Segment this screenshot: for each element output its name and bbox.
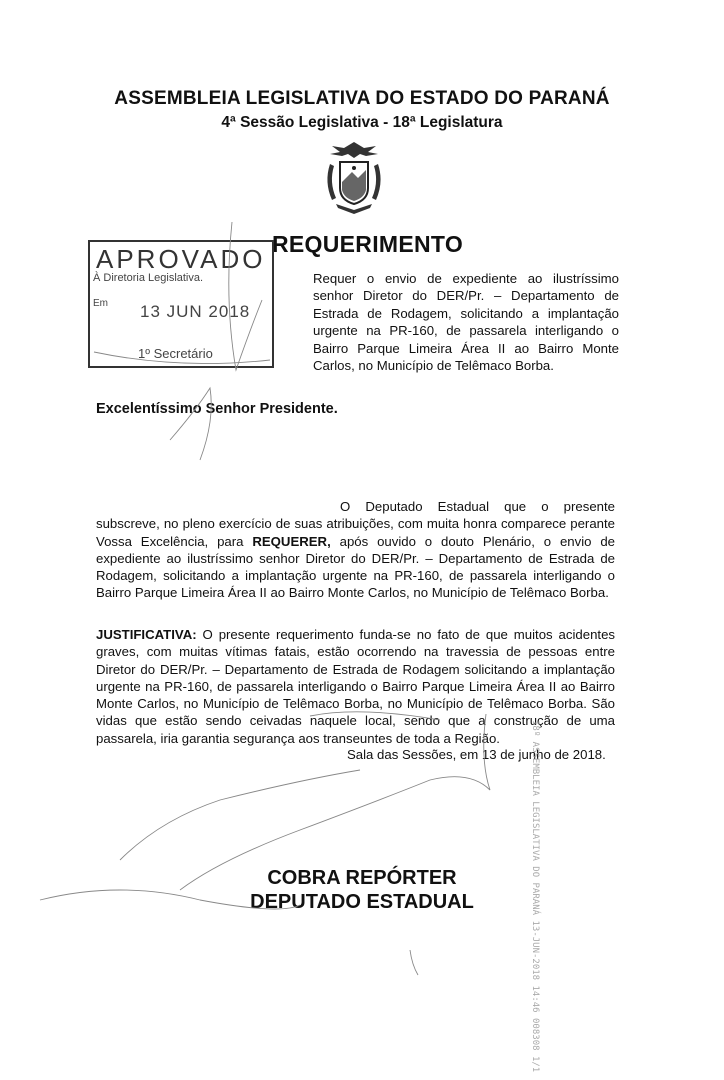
session-subheader: 4ª Sessão Legislativa - 18ª Legislatura [221, 114, 503, 131]
institution-header: ASSEMBLEIA LEGISLATIVA DO ESTADO DO PARANÁ [114, 88, 610, 109]
signatory-title: DEPUTADO ESTADUAL [250, 891, 474, 913]
request-paragraph [96, 498, 615, 602]
paragraph1-bold: REQUERER, [252, 533, 331, 549]
document-title: REQUERIMENTO [272, 231, 464, 257]
paragraph1-pre: O Deputado Estadual que o presente subscreve, no pleno exercício de suas atribuições, com muita honra comparece perante Vossa Excelência, para [96, 499, 615, 549]
closing-line: Sala das Sessões, em 13 de junho de 2018. [347, 747, 606, 762]
protocol-side-stamp: 18º ASSEMBLEIA LEGISLATIVA DO PARANÁ 13-JUN-2018 14:46 008308 1/1 [530, 720, 540, 1073]
justification-label: JUSTIFICATIVA: [96, 627, 197, 642]
stamp-secretary-label: 1º Secretário [138, 346, 213, 361]
justification-text: O presente requerimento funda-se no fato de que muitos acidentes graves, com muitas vítimas fatais, estão ocorrendo na travessia de pessoas entre Diretor do DER/Pr. – Departamento de Estrada de Rodagem solicitando a implantação urgente na PR-160, de passarela interligando o Bairro Parque Limeira Área II ao Bairro Monte Carlos, no Município de Telêmaco Borba, no Município de Telêmaco Borba. São vidas que estão sendo ceivadas naquele local, sendo que a construção de uma passarela, iria garantia segurança aos transeuntes de toda a Região. [96, 627, 615, 746]
signatory-name: COBRA REPÓRTER [267, 867, 457, 889]
salutation: Excelentíssimo Senhor Presidente. [96, 401, 338, 417]
stamp-em-label: Em [93, 298, 108, 309]
stamp-approved-text: APROVADO [96, 244, 266, 274]
stamp-directorate-text: À Diretoria Legislativa. [93, 272, 204, 284]
request-summary: Requer o envio de expediente ao ilustríssimo senhor Diretor do DER/Pr. – Departamento de Estrada de Rodagem, solicitando a implantação urgente na PR-160, de passarela interligando o Bairro Parque Limeira Área II ao Bairro Monte Carlos, no Município de Telêmaco Borba. [313, 271, 619, 374]
parana-coat-of-arms-icon [318, 138, 390, 218]
paragraph1-post: após ouvido o douto Plenário, o envio de expediente ao ilustríssimo senhor Diretor do DER/Pr. – Departamento de Estrada de Rodagem, solicitando a implantação urgente na PR-160, de passarela interligando o Bairro Parque Limeira Área II ao Bairro Monte Carlos, no Município de Telêmaco Borba. [96, 533, 615, 601]
stamp-date: 13 JUN 2018 [140, 302, 251, 321]
